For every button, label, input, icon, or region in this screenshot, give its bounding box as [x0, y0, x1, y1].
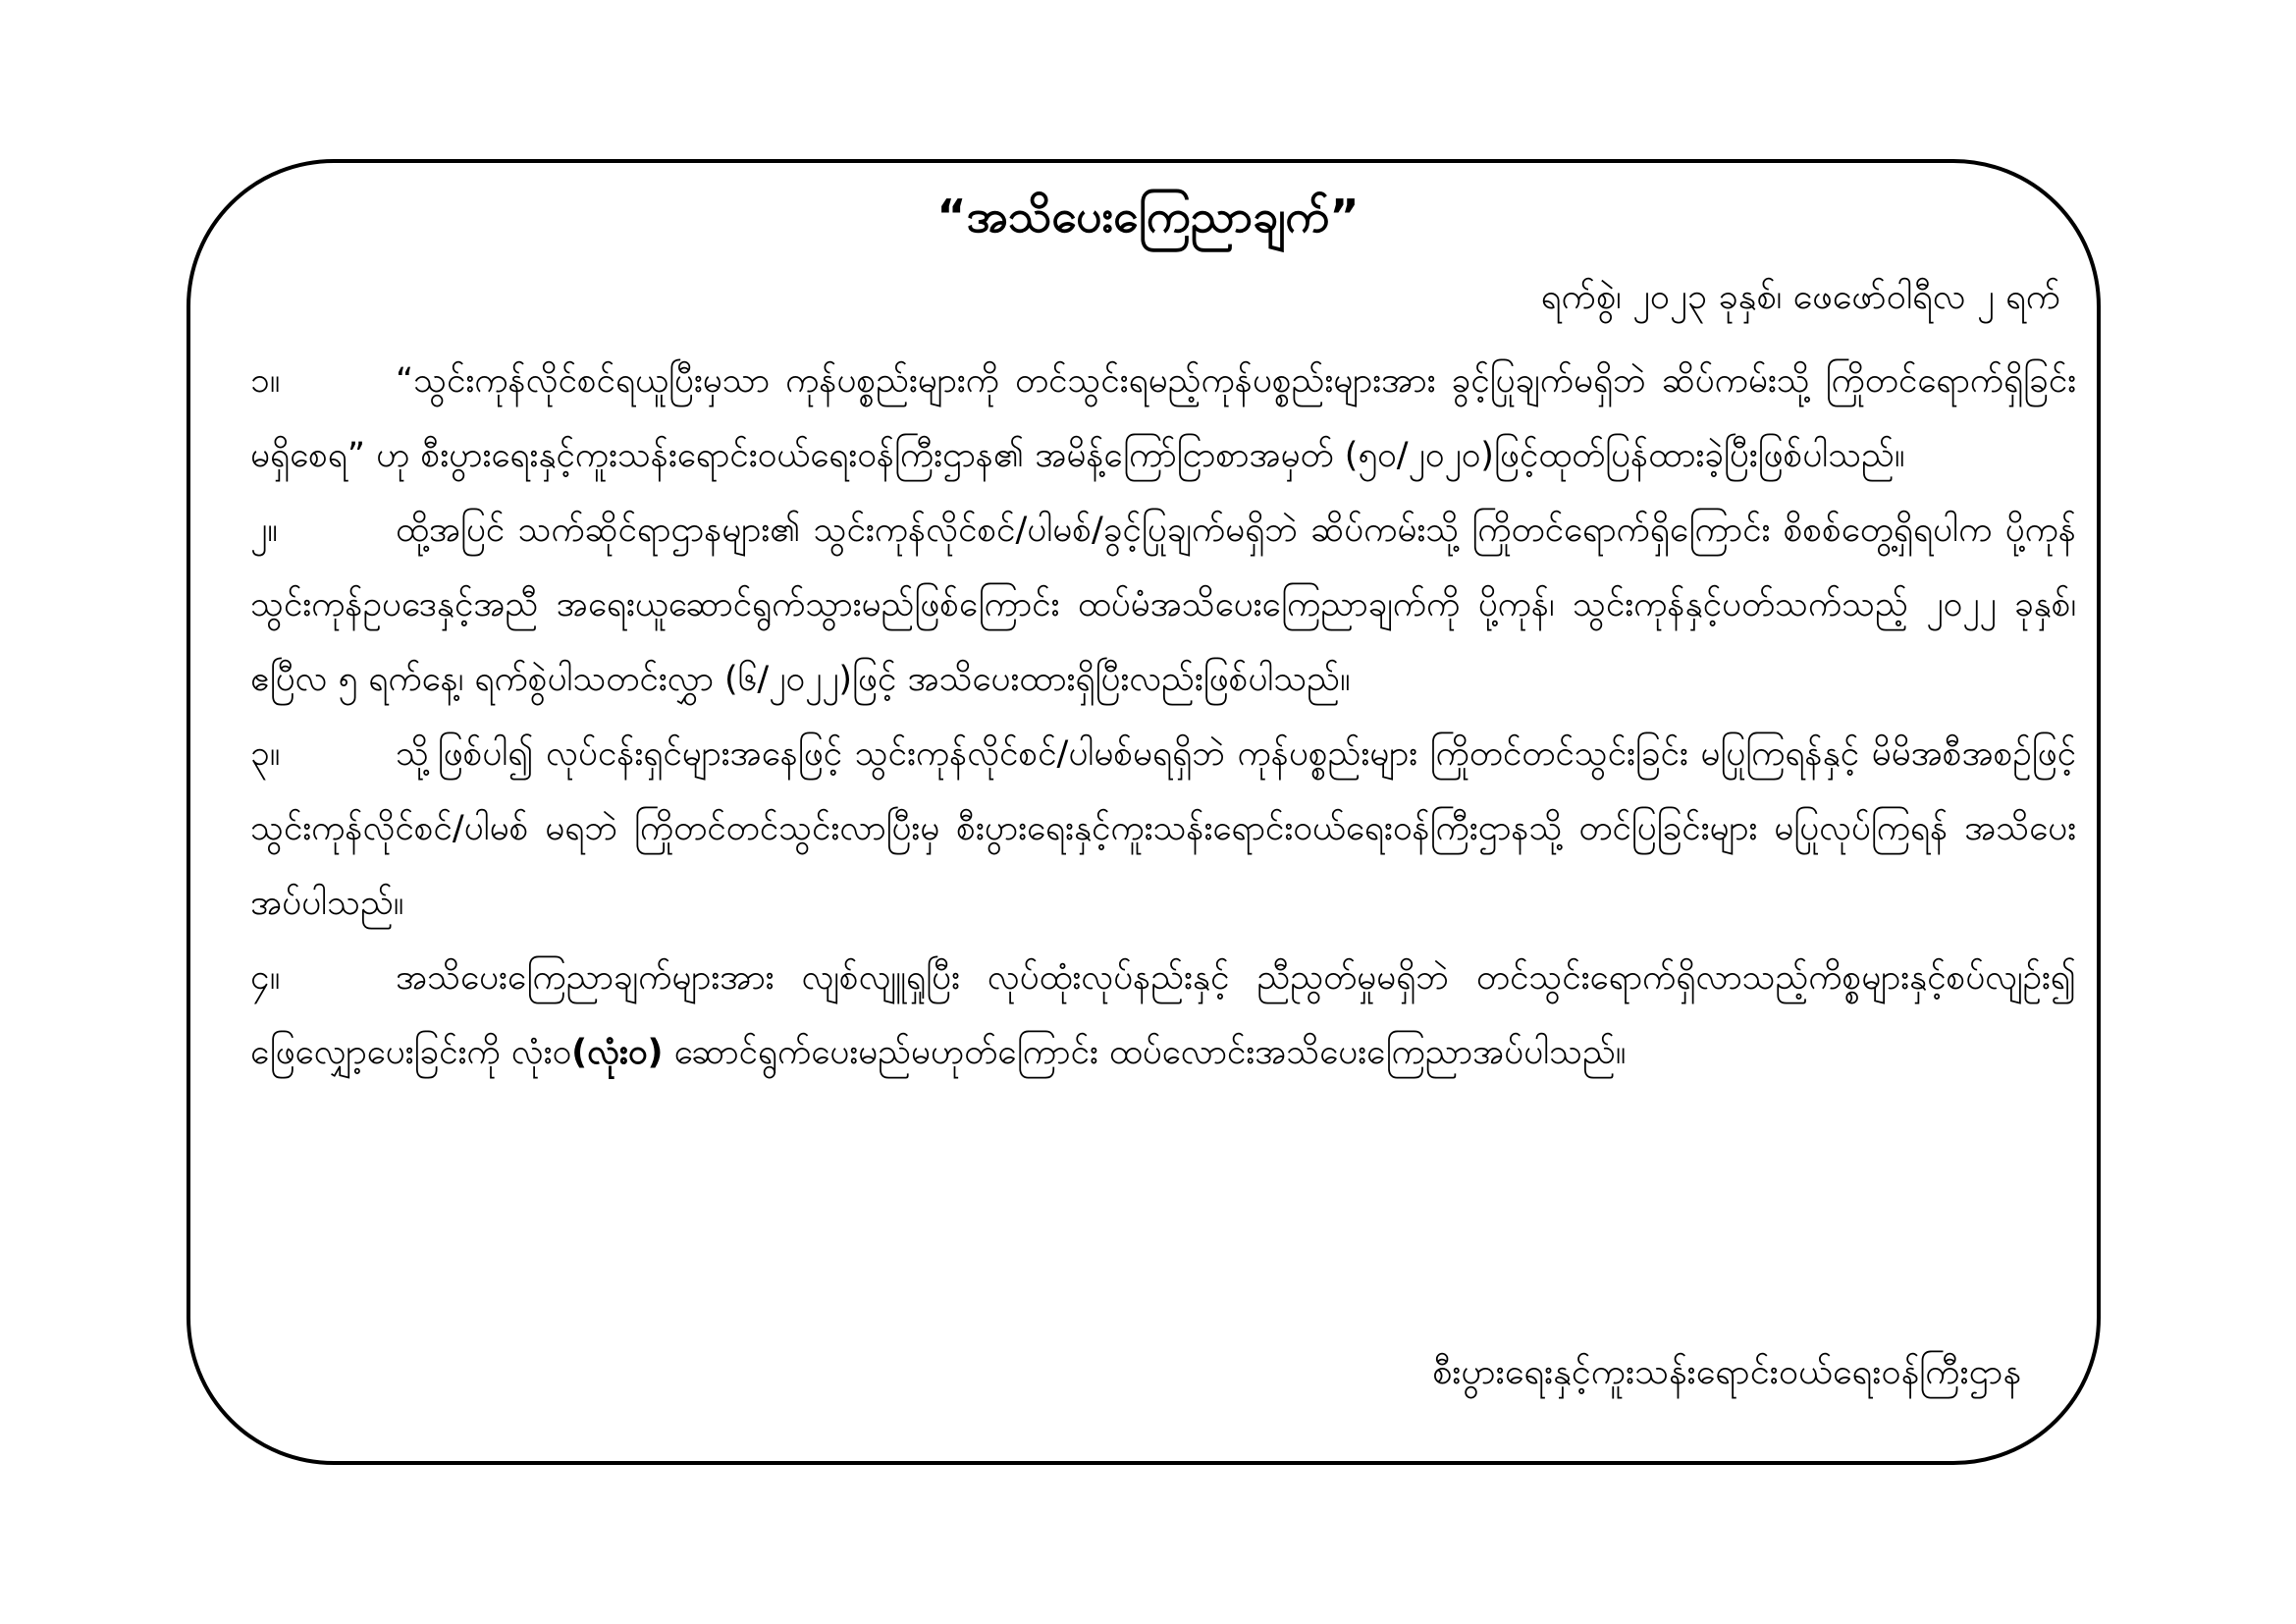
notice-body	[250, 344, 2076, 1090]
paragraph-text-before: အသိပေးကြေညာချက်များအား လျစ်လျူရှုပြီး လုပ်ထုံးလုပ်နည်းနှင့် ညီညွတ်မှုမရှိဘဲ တင်သွင်းရောက်ရှိလာသည့်ကိစ္စများနှင့်စပ်လျဉ်း၍ ဖြေလျှော့ပေးခြင်းကို လုံးဝ	[250, 958, 2076, 1072]
paragraph-number: ၄။	[250, 958, 281, 998]
paragraph-text: သို့ဖြစ်ပါ၍ လုပ်ငန်းရှင်များအနေဖြင့် သွင်းကုန်လိုင်စင်/ပါမစ်မရရှိဘဲ ကုန်ပစ္စည်းများ ကြိုတင်တင်သွင်းခြင်း မပြုကြရန်နှင့် မိမိအစီအစဉ်ဖြင့် သွင်းကုန်လိုင်စင်/ပါမစ် မရဘဲ ကြိုတင်တင်သွင်းလာပြီးမှ စီးပွားရေးနှင့်ကူးသန်းရောင်းဝယ်ရေးဝန်ကြီးဌာနသို့ တင်ပြခြင်းများ မပြုလုပ်ကြရန် အသိပေးအပ်ပါသည်။	[250, 734, 2076, 923]
paragraph-text-after: ဆောင်ရွက်ပေးမည်မဟုတ်ကြောင်း ထပ်လောင်းအသိပေးကြေညာအပ်ပါသည်။	[663, 1033, 1627, 1072]
paragraph-text: “သွင်းကုန်လိုင်စင်ရယူပြီးမှသာ ကုန်ပစ္စည်းများကို တင်သွင်းရမည့်ကုန်ပစ္စည်းများအား ခွင့်ပြုချက်မရှိဘဲ ဆိပ်ကမ်းသို့ ကြိုတင်ရောက်ရှိခြင်း မရှိစေရ” ဟု စီးပွားရေးနှင့်ကူးသန်းရောင်းဝယ်ရေးဝန်ကြီးဌာန၏ အမိန့်ကြော်ငြာစာအမှတ် (၅၀/၂၀၂၀)ဖြင့်ထုတ်ပြန်ထားခဲ့ပြီးဖြစ်ပါသည်။	[250, 361, 2076, 475]
paragraph-4	[250, 941, 2076, 1090]
paragraph-1	[250, 344, 2076, 493]
issuing-ministry: စီးပွားရေးနှင့်ကူးသန်းရောင်းဝယ်ရေးဝန်ကြီးဌာန	[1431, 1352, 2021, 1392]
notice-date: ရက်စွဲ၊ ၂၀၂၃ ခုနှစ်၊ ဖေဖော်ဝါရီလ ၂ ရက်	[1540, 277, 2060, 317]
paragraph-number: ၃။	[250, 734, 281, 774]
notice-title: “အသိပေးကြေညာချက်”	[936, 189, 1360, 243]
paragraph-number: ၁။	[250, 361, 281, 401]
paragraph-text: ထို့အပြင် သက်ဆိုင်ရာဌာနများ၏ သွင်းကုန်လိုင်စင်/ပါမစ်/ခွင့်ပြုချက်မရှိဘဲ ဆိပ်ကမ်းသို့ ကြိုတင်ရောက်ရှိကြောင်း စိစစ်တွေ့ရှိရပါက ပို့ကုန်သွင်းကုန်ဥပဒေနှင့်အညီ အရေးယူဆောင်ရွက်သွားမည်ဖြစ်ကြောင်း ထပ်မံအသိပေးကြေညာချက်ကို ပို့ကုန်၊ သွင်းကုန်နှင့်ပတ်သက်သည့် ၂၀၂၂ ခုနှစ်၊ ဧပြီလ ၅ ရက်နေ့၊ ရက်စွဲပါသတင်းလွှာ (၆/၂၀၂၂)ဖြင့် အသိပေးထားရှိပြီးလည်းဖြစ်ပါသည်။	[250, 511, 2076, 699]
paragraph-2	[250, 493, 2076, 717]
paragraph-number: ၂။	[250, 511, 278, 550]
paragraph-text-emphasis: (လုံးဝ)	[571, 1033, 664, 1072]
paragraph-3	[250, 717, 2076, 941]
